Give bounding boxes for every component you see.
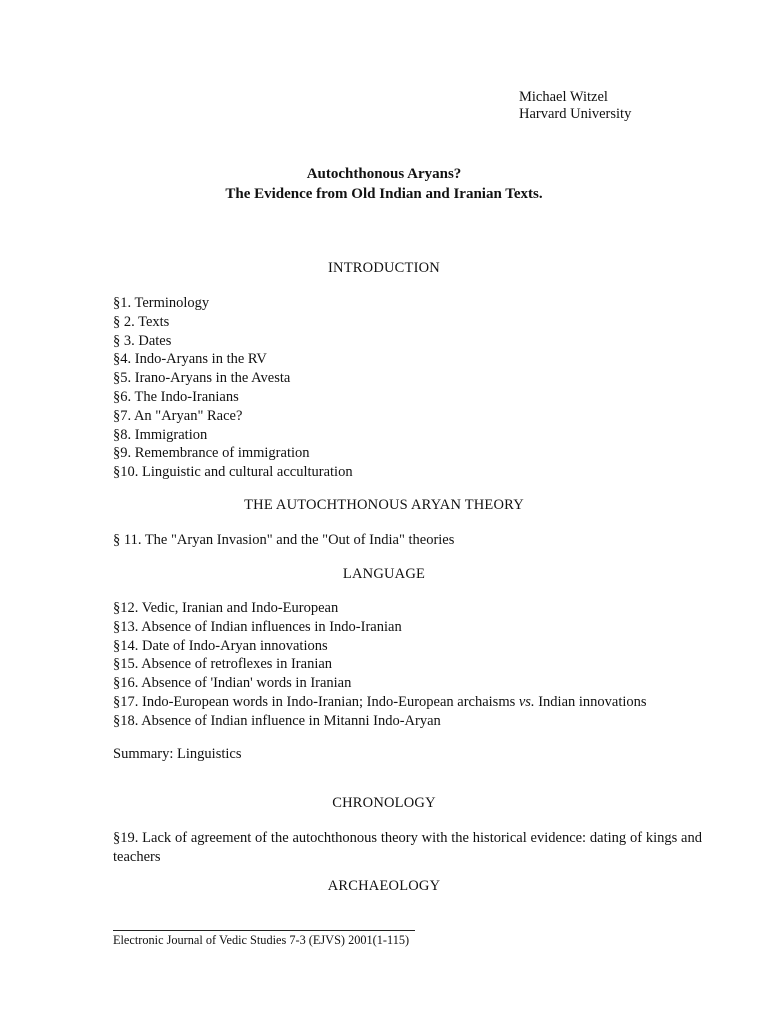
heading-chronology: CHRONOLOGY — [332, 795, 436, 811]
title-line-2: The Evidence from Old Indian and Iranian Texts. — [225, 186, 543, 202]
theory-list — [113, 531, 702, 550]
toc-item: §18. Absence of Indian influence in Mitanni Indo-Aryan — [113, 712, 441, 729]
toc-item: §1. Terminology — [113, 295, 210, 311]
chronology-item: §19. Lack of agreement of the autochthonous theory with the historical evidence: dating of kings and teachers — [113, 830, 702, 865]
toc-item: §15. Absence of retroflexes in Iranian — [113, 656, 333, 673]
toc-item: § 2. Texts — [113, 313, 170, 330]
toc-item: §13. Absence of Indian influences in Indo-Iranian — [113, 618, 402, 635]
heading-archaeology: ARCHAEOLOGY — [327, 878, 441, 894]
author-block — [519, 89, 631, 123]
toc-item: §4. Indo-Aryans in the RV — [113, 351, 267, 368]
footnote: Electronic Journal of Vedic Studies 7-3 (EJVS) 2001(1-115) — [113, 933, 410, 947]
linguistics-summary: Summary: Linguistics — [113, 746, 242, 762]
toc-item-17-text-end: Indian innovations — [534, 693, 647, 710]
language-list — [113, 599, 702, 731]
toc-item: § 3. Dates — [113, 332, 172, 349]
document-title — [0, 164, 768, 204]
toc-item: § 11. The "Aryan Invasion" and the "Out of India" theories — [113, 532, 455, 548]
toc-item: §10. Linguistic and cultural acculturation — [113, 464, 353, 481]
introduction-list — [113, 294, 702, 482]
toc-item: §16. Absence of 'Indian' words in Iranian — [113, 675, 352, 692]
toc-item-17-vs: vs. — [518, 693, 535, 710]
toc-item: §14. Date of Indo-Aryan innovations — [113, 637, 328, 654]
toc-item: §9. Remembrance of immigration — [113, 445, 310, 462]
toc-item: §7. An "Aryan" Race? — [113, 407, 243, 424]
toc-item: §6. The Indo-Iranians — [113, 388, 239, 405]
toc-item: §12. Vedic, Iranian and Indo-European — [113, 600, 339, 616]
toc-item: §5. Irano-Aryans in the Avesta — [113, 370, 291, 387]
toc-item: §8. Immigration — [113, 426, 208, 443]
title-line-1: Autochthonous Aryans? — [306, 166, 462, 182]
heading-language: LANGUAGE — [342, 566, 426, 582]
footnote-divider — [113, 930, 415, 931]
toc-item — [113, 693, 702, 712]
toc-item-17-text: §17. Indo-European words in Indo-Iranian; Indo-European archaisms — [113, 693, 519, 710]
heading-autochthonous-aryan-theory: THE AUTOCHTHONOUS ARYAN THEORY — [244, 497, 524, 513]
heading-introduction: INTRODUCTION — [328, 260, 440, 276]
author-affiliation: Harvard University — [519, 106, 632, 122]
author-name: Michael Witzel — [519, 89, 608, 105]
